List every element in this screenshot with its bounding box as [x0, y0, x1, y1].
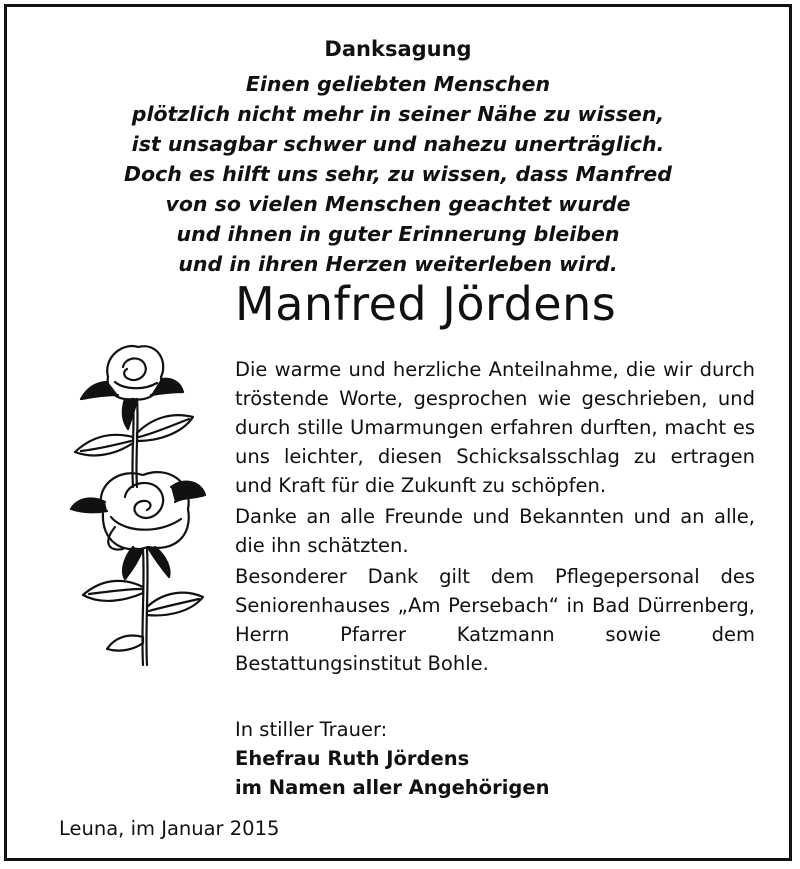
rose-icon: [63, 337, 213, 667]
poem-line: Einen geliebten Menschen: [245, 72, 551, 96]
poem-line: Doch es hilft uns sehr, zu wissen, dass Manfred: [124, 162, 672, 186]
poem-line: plötzlich nicht mehr in seiner Nähe zu wissen,: [131, 102, 665, 126]
thanks-paragraph: Die warme und herzliche Anteilnahme, die wir durch tröstende Worte, gesprochen wie geschrieben, und durch stille Umarmungen erfahren durften, macht es uns leichter, diesen Schicksalsschlag zu ertragen und Kraft für die Zukunft zu schöpfen.: [235, 358, 755, 497]
poem-line: ist unsagbar schwer und nahezu unerträglich.: [131, 132, 665, 156]
thanks-paragraph: Danke an alle Freunde und Bekannten und an alle, die ihn schätzten.: [235, 505, 755, 557]
thanks-paragraph: Besonderer Dank gilt dem Pflegepersonal des Seniorenhauses „Am Persebach“ in Bad Dürrenberg, Herrn Pfarrer Katzmann sowie dem Bestattungsinstitut Bohle.: [235, 565, 755, 675]
poem: [7, 69, 789, 279]
thanks-text: [235, 355, 755, 680]
notice-heading: Danksagung: [324, 37, 472, 61]
signer-line: im Namen aller Angehörigen: [235, 776, 550, 799]
poem-line: und ihnen in guter Erinnerung bleiben: [176, 222, 620, 246]
poem-line: von so vielen Menschen geachtet wurde: [165, 192, 631, 216]
signer-line: Ehefrau Ruth Jördens: [235, 747, 470, 770]
signature-block: [235, 715, 549, 802]
place-date: Leuna, im Januar 2015: [59, 817, 280, 840]
mourning-label: In stiller Trauer:: [235, 718, 388, 741]
notice-frame: [4, 4, 792, 861]
poem-line: und in ihren Herzen weiterleben wird.: [178, 252, 618, 276]
deceased-name: Manfred Jördens: [235, 277, 617, 331]
